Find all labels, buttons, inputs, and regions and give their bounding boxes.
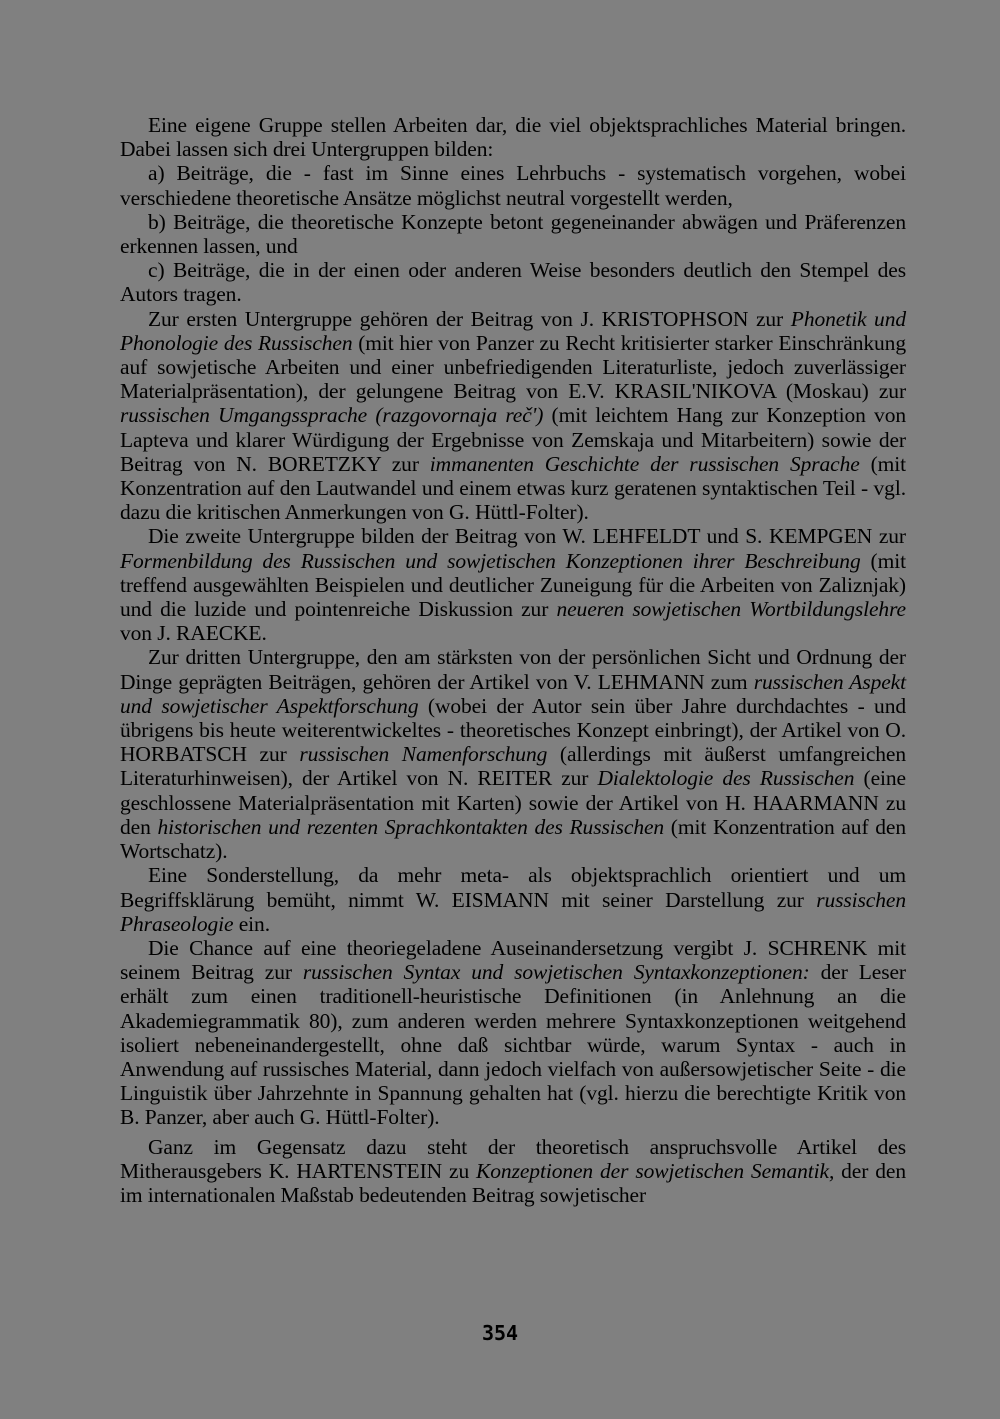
text-run: von J. RAECKE.: [120, 621, 267, 646]
text-run: ein.: [233, 911, 270, 936]
text-run: a) Beiträge, die - fast im Sinne eines Lehrbuchs - systematisch vorgehen, wobei verschiedene theoretische Ansätze möglichst neutral vorgestellt werden,: [120, 161, 906, 210]
paragraph: [120, 645, 906, 863]
list-item-b: [120, 210, 906, 258]
text-run: Zur ersten Untergruppe gehören der Beitrag von J. KRISTOPHSON zur: [148, 306, 791, 331]
paragraph: [120, 936, 906, 1130]
italic-title-text: russischen Umgangssprache (razgovornaja reč'): [120, 403, 544, 428]
text-run: Die zweite Untergruppe bilden der Beitrag von W. LEHFELDT und S. KEMPGEN zur: [148, 524, 906, 549]
text-run: (mit Konzentration auf den Lautwandel und einem etwas kurz geratenen syntaktischen Teil - vgl. dazu die kritischen Anmerkungen von G. Hüttl-Folter).: [120, 451, 906, 525]
text-run: b) Beiträge, die theoretische Konzepte betont gegeneinander abwägen und Präferenzen erkennen lassen, und: [120, 209, 906, 259]
paragraph: [120, 307, 906, 525]
text-run: (mit hier von Panzer zu Recht kritisierter starker Einschränkung auf sowjetische Arbeiten und einer unbefriedigenden Literaturliste, jedoch zuverlässiger Materialpräsentation), der gelungene Beitrag von E.V. KRASIL'NIKOVA (Moskau) zur: [120, 330, 906, 404]
italic-title-text: immanenten Geschichte der russischen Sprache: [429, 451, 860, 476]
text-run: Eine eigene Gruppe stellen Arbeiten dar, die viel objektsprachliches Material bringen. Dabei lassen sich drei Untergruppen bilden:: [120, 113, 906, 162]
italic-title-text: russischen Aspekt und sowjetischer Aspektforschung: [120, 669, 906, 718]
text-run: Eine Sonderstellung, da mehr meta- als objektsprachlich orientiert und um Begriffsklärung bemüht, nimmt W. EISMANN mit seiner Darstellung zur: [120, 863, 906, 912]
italic-title-text: Phonetik und Phonologie des Russischen: [120, 306, 907, 355]
text-run: Ganz im Gegensatz dazu steht der theoretisch anspruchsvolle Artikel des Mitherausgebers K. HARTENSTEIN zu: [120, 1134, 906, 1183]
italic-title-text: russischen Syntax und sowjetischen Syntaxkonzeptionen:: [302, 960, 810, 985]
italic-title-text: russischen Phraseologie: [120, 887, 906, 936]
list-item-c: [120, 258, 906, 306]
text-run: Die Chance auf eine theoriegeladene Auseinandersetzung vergibt J. SCHRENK mit seinem Beitrag zur: [120, 935, 906, 985]
text-run: (mit Konzentration auf den Wortschatz).: [120, 814, 906, 864]
text-run: (eine geschlossene Materialpräsentation mit Karten) sowie der Artikel von H. HAARMANN zu den: [120, 766, 906, 839]
text-run: der Leser erhält zum einen traditionell-heuristische Definitionen (in Anlehnung an die Akademiegrammatik 80), zum anderen werden mehrere Syntaxkonzeptionen weitgehend isoliert nebeneinandergestellt, ohne daß sichtbar würde, warum Syntax - auch in Anwendung auf russisches Material, dann jedoch vielfach von außersowjetischer Seite - die Linguistik über Jahrzehnte in Spannung gehalten hat (vgl. hierzu die berechtigte Kritik von B. Panzer, aber auch G. Hüttl-Folter).: [120, 960, 906, 1130]
text-run: Zur dritten Untergruppe, den am stärksten von der persönlichen Sicht und Ordnung der Dinge geprägten Beiträgen, gehören der Artikel von V. LEHMANN zum: [120, 645, 906, 694]
italic-title-text: Dialektologie des Russischen: [597, 766, 855, 791]
text-run: (mit leichtem Hang zur Konzeption von Lapteva und klarer Würdigung der Ergebnisse von Zemskaja und Mitarbeitern) sowie der Beitrag von N. BORETZKY zur: [120, 403, 906, 476]
text-run: der den im internationalen Maßstab bedeutenden Beitrag sowjetischer: [120, 1158, 906, 1207]
text-run: (wobei der Autor sein über Jahre durchdachtes - und übrigens bis heute weiterentwickeltes - theoretisches Konzept einbringt), der Artikel von O. HORBATSCH zur: [120, 693, 906, 767]
paragraph: [120, 863, 906, 936]
italic-title-text: historischen und rezenten Sprachkontakten des Russischen: [157, 814, 665, 839]
paragraph: [120, 1135, 906, 1208]
paragraph: [120, 524, 906, 645]
italic-title-text: Formenbildung des Russischen und sowjetischen Konzeptionen ihrer Beschreibung: [120, 548, 861, 573]
list-item-a: [120, 161, 906, 209]
text-run: (allerdings mit äußerst umfangreichen Literaturhinweisen), der Artikel von N. REITER zur: [120, 742, 907, 791]
text-run: c) Beiträge, die in der einen oder anderen Weise besonders deutlich den Stempel des Autors tragen.: [120, 258, 906, 307]
italic-title-text: neueren sowjetischen Wortbildungslehre: [556, 597, 906, 622]
paragraph: [120, 113, 906, 161]
italic-title-text: russischen Namenforschung: [299, 742, 548, 767]
page-number: 354: [481, 1321, 519, 1345]
body-text: [120, 113, 906, 1207]
italic-title-text: Konzeptionen der sowjetischen Semantik,: [476, 1158, 835, 1183]
text-run: (mit treffend ausgewählten Beispielen und deutlicher Zuneigung für die Arbeiten von Zaliznjak) und die luzide und pointenreiche Diskussion zur: [120, 548, 906, 622]
